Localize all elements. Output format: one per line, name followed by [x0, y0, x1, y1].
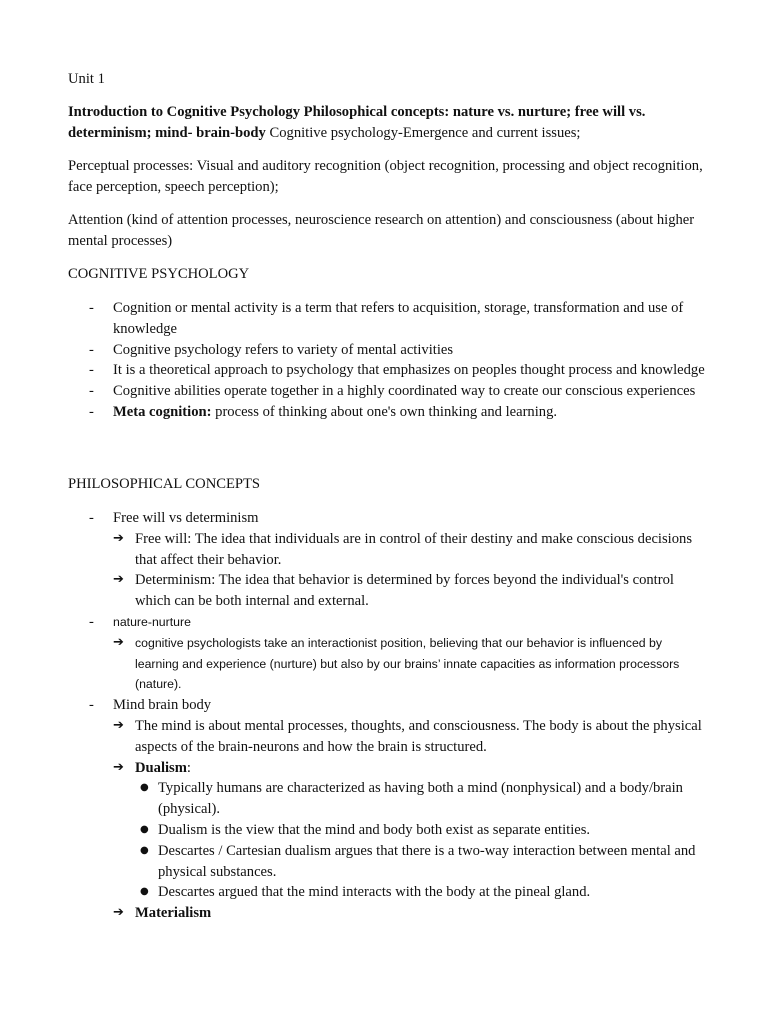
intro-paragraph [68, 102, 708, 144]
attention-paragraph: Attention (kind of attention processes, neuroscience research on attention) and consciousness (about higher mental processes) [68, 212, 695, 249]
determinism-text: Determinism: The idea that behavior is determined by forces beyond the individual's control which can be both internal and external. [135, 572, 674, 610]
bullet-dot-icon: ● [140, 823, 149, 835]
arrow-right-icon: ➔ [113, 759, 124, 775]
list-item [68, 381, 708, 402]
list-item-mind-brain-body [68, 695, 708, 924]
list-item-text: Cognitive abilities operate together in a highly coordinated way to create our conscious experiences [113, 383, 696, 400]
dot-item [113, 820, 708, 841]
list-item-free-will [68, 508, 708, 612]
list-item [68, 298, 708, 340]
philosophical-concepts-heading: PHILOSOPHICAL CONCEPTS [68, 476, 261, 492]
intro-rest-text: Cognitive psychology-Emergence and current issues; [265, 124, 581, 141]
arrow-item [113, 716, 708, 758]
list-item-text: It is a theoretical approach to psychology that emphasizes on peoples thought process and knowledge [113, 362, 705, 379]
arrow-item [113, 570, 708, 612]
nature-nurture-text: cognitive psychologists take an interactionist position, believing that our behavior is influenced by learning and experience (nurture) but also by our brains’ innate capacities as information processors (nature). [135, 635, 680, 692]
materialism-label: Materialism [135, 905, 212, 922]
free-will-text: Free will: The idea that individuals are in control of their destiny and make conscious decisions that affect their behavior. [135, 530, 692, 568]
dualism-point-text: Descartes / Cartesian dualism argues that there is a two-way interaction between mental and physical substances. [158, 842, 696, 880]
dash-bullet: - [89, 510, 94, 526]
bullet-dot-icon: ● [140, 782, 149, 794]
dot-item [113, 778, 708, 820]
dash-bullet: - [89, 403, 94, 420]
list-item [68, 360, 708, 381]
intro-bold-text: Introduction to Cognitive Psychology Philosophical concepts: nature vs. nurture; free will vs. determinism; mind- brain-body [68, 104, 646, 141]
nature-nurture-title: nature-nurture [113, 614, 191, 629]
dot-item [113, 882, 708, 903]
dualism-point-text: Typically humans are characterized as having both a mind (nonphysical) and a body/brain (physical). [158, 780, 683, 818]
list-item-text: Cognitive psychology refers to variety of mental activities [113, 341, 454, 358]
perceptual-paragraph: Perceptual processes: Visual and auditory recognition (object recognition, processing and object recognition, face perception, speech perception); [68, 158, 703, 195]
arrow-right-icon: ➔ [113, 905, 124, 921]
unit-heading: Unit 1 [68, 71, 105, 87]
list-item-text: Cognition or mental activity is a term that refers to acquisition, storage, transformation and use of knowledge [113, 300, 684, 337]
mind-brain-body-title: Mind brain body [113, 697, 212, 714]
dash-bullet: - [89, 300, 94, 316]
list-item [68, 402, 708, 423]
arrow-item-materialism [113, 903, 708, 924]
dualism-label: Dualism [135, 759, 187, 776]
meta-cognition-term: Meta cognition: [113, 403, 212, 420]
dash-bullet: - [89, 613, 94, 630]
dash-bullet: - [89, 697, 94, 714]
mind-body-text: The mind is about mental processes, thoughts, and consciousness. The body is about the physical aspects of the brain-neurons and how the brain is structured. [135, 717, 702, 755]
meta-cognition-definition: process of thinking about one's own thinking and learning. [211, 403, 558, 420]
list-item-nature-nurture [68, 612, 708, 695]
arrow-item [113, 633, 708, 695]
dash-bullet: - [89, 341, 94, 358]
dash-bullet: - [89, 383, 94, 400]
dash-bullet: - [89, 362, 94, 379]
philosophical-list [68, 508, 708, 924]
cognitive-psychology-heading: COGNITIVE PSYCHOLOGY [68, 266, 250, 282]
free-will-title: Free will vs determinism [113, 510, 259, 526]
list-item [68, 340, 708, 361]
arrow-right-icon: ➔ [113, 572, 124, 588]
dualism-point-text: Dualism is the view that the mind and body both exist as separate entities. [158, 821, 591, 838]
arrow-right-icon: ➔ [113, 634, 124, 650]
arrow-item [113, 529, 708, 571]
arrow-right-icon: ➔ [113, 717, 124, 733]
cognitive-list [68, 298, 708, 423]
arrow-right-icon: ➔ [113, 530, 124, 546]
dualism-colon: : [186, 759, 191, 776]
bullet-dot-icon: ● [140, 886, 149, 898]
dot-item [113, 841, 708, 883]
bullet-dot-icon: ● [140, 844, 149, 856]
arrow-item-dualism [113, 758, 708, 904]
dualism-point-text: Descartes argued that the mind interacts with the body at the pineal gland. [158, 884, 591, 901]
